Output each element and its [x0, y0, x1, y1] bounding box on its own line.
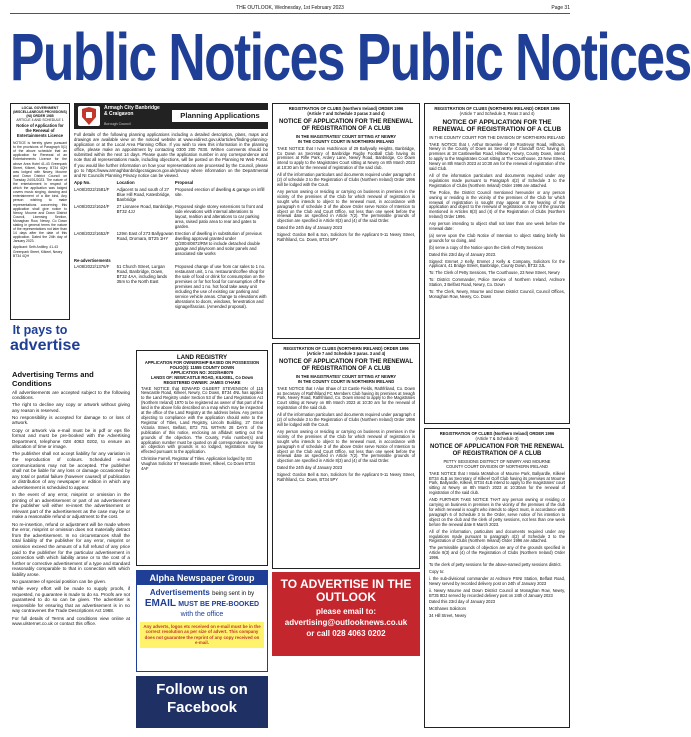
clubs2-body [277, 387, 415, 483]
table-row [74, 264, 268, 311]
planning-cell-prop: Proposed single storey extensions to front and side elevations with internal alterations to layout, realtion and alterations to car parking area, raised patio area to rear and gates to garden. [174, 203, 264, 229]
planning-cell-loc: 129m East of 273 Ballygowan Road, Dromara, BT25 1HY [116, 230, 174, 241]
paper-dateline: THE OUTLOOK, Wednesday, 1st February 2023 [236, 5, 344, 11]
alpha-advertisements: Advertisements [149, 588, 210, 597]
alpha-line-2 [137, 599, 267, 610]
alpha-bar: Alpha Newspaper Group [137, 571, 267, 585]
planning-cell-loc: Adjacent to and south of 27 Blue Hill Road, Katesbridge, Banbridge [116, 186, 171, 202]
club-paragraph: TAKE NOTICE that I, Arthur Brownlee of 59 Rostrevor Road, Hilltown, Newry in the County of Down as Secretary of Clonduff GAC having its premises at 18 Castlewellan Road, Hilltown, Newry, County Down, intend to apply to the Magistrates Court sitting at The Courthouse, 23 New Street, Newry on 8th March 2023 at 10:30 am for the renewal of registration of the said Club. [429, 141, 565, 172]
planning-cell-loc: 27 Lisnaree Road, Banbridge, BT32 4JJ [116, 203, 174, 214]
readvert-title: Re-advertisements [74, 257, 111, 263]
club-paragraph: AND FURTHER TAKE NOTICE THAT any person owning or residing or carrying on business in premises in the vicinity of the premises of the club for which renewal is sought who intends to object must, in accordance with paragraph 6 of Schedule 3 to the Order, serve notice of his intention to object on the club and the clerk of petty sessions, not less than one week before the renewal date 8 March 2023. [429, 497, 565, 527]
planning-cell-no: LA08/2022/1624/F [74, 203, 110, 209]
terms-paragraph: All advertisements are accepted subject to the following conditions. [12, 389, 130, 401]
planning-table [74, 180, 268, 258]
club-renewal-banbridge-rfc [272, 103, 420, 339]
club-paragraph: All of the information particulars and documents required under paragraph 4 (2) of schedule 3 to the Registration of Clubs (Northern Ireland) Order 1996 will be lodged with the Court. [277, 412, 415, 427]
planning-applications [74, 103, 268, 346]
planning-cell-no: LA08/2022/1652/F [74, 230, 110, 236]
ad-line-2: advertise [10, 337, 81, 354]
clubs3-sub: (Article 7 and Schedule 3, Paras 3 and 4) [459, 110, 535, 116]
club-paragraph: TAKE NOTICE that I Alan Shaw of 13 Castle Fields, Rathfriland, Co. Down as Secretary of Rathfriland FC Members Club having its premises at Iveagh Park, Newry Road, Rathfriland, Co. Down intend to apply to the Magistrates Court sitting at Newry on 8th March 2023 at 10:30 am for the renewal of registration of the said club. [277, 385, 415, 411]
club-paragraph: Signed: Gordon Bell & Son, Solicitors for the Applicant 9-11 Newry Street, Rathfriland, Co. Down, BT34 5PY [277, 232, 415, 243]
planning-cell-no: LA08/2022/1581/F [74, 186, 110, 192]
club-paragraph: Dated this 23rd day of January 2023. [429, 251, 497, 257]
toadv-line: please email to: [315, 607, 377, 616]
clubs3-heading: NOTICE OF APPLICATION FOR THE RENEWAL OF REGISTRATION OF A CLUB [432, 118, 562, 134]
terms-title: Advertising Terms and Conditions [12, 370, 94, 388]
terms-paragraph: While every effort will be made to supply proofs, if requested, no guarantee is made to do so. Proofs are not guaranteed to do so can be given. The advertiser is responsible for ensuring that an advertisement is in no way contravenes the Trade Descriptions Act 1968. [12, 586, 130, 614]
clubs2-county: IN THE COUNTY COURT IN NORTHERN IRELAND [297, 378, 395, 384]
to-advertise-box[interactable] [272, 572, 420, 656]
facebook-follow[interactable] [136, 676, 268, 728]
club-paragraph: ii. Newry Mourne and Down District Council at Monaghan Row, Newry, BT35 8DJ served by recorded delivery post on 24th of January 2023 [429, 587, 565, 598]
club-paragraph: Signed: Gordon Bell & Son, Solicitors for the Applicant 9-11 Newry Street, Rathfriland, Co. Down, BT34 5PY [277, 472, 415, 483]
toadv-phone: or call 028 4063 0202 [306, 629, 386, 638]
page-header [10, 4, 570, 14]
terms-paragraph: No responsibility is accepted for damage to or loss of artwork. [12, 414, 130, 426]
club-paragraph: To: The Clerk, Newry, Mourne and Down District Council, Council Offices, Monaghan Row, Newry, Co. Down [429, 289, 565, 299]
land-owner: REGISTERED OWNER: JAMES O'HARE [163, 379, 241, 385]
it-pays-ad [10, 322, 81, 368]
clubs1-sub: (Article 7 and Schedule 3 paras 3 and 4) [307, 110, 385, 116]
planning-column-header: Location [116, 179, 135, 185]
alpha-line-3: with the office [180, 611, 224, 618]
clubs1-title: REGISTRATION OF CLUBS (Northern Ireland) ORDER 1996 [288, 106, 404, 111]
club-paragraph: (b) serve a copy of the Notice upon the Clerk of Petty Sessions [429, 244, 543, 250]
club-paragraph: Signed: Emmet J Kelly, Emmet J Kelly & Company, Solicitors for the Applicant, 41 Bridge Street, Banbridge, County Down, BT32 3JL [429, 258, 565, 269]
alpha-prebooked: MUST BE PRE-BOOKED [178, 601, 260, 608]
club-paragraph: To: District Commander, Police Service of Northern Ireland, Ardmore Station, 3 Belfast Road, Newry, Co. Down [429, 277, 565, 288]
land-appno: APPLICATION NO: 2022/9AB079 [170, 369, 234, 375]
planning-heading: Planning Applications [172, 110, 268, 122]
alpha-sent-by: being sent in by [212, 591, 255, 597]
ad-line-1: It pays to [12, 323, 68, 337]
club-paragraph: The permissible grounds of objection are any of the grounds specified in Article 8(3) and (4) of the Registration of Clubs (Northern Ireland) Order 1996. [429, 545, 565, 561]
club-paragraph: Any person owning or residing or carrying on business in premises in the vicinity of the premises of the Club for which renewal of registration is sought who intends to object to the renewal must, in accordance with paragraph 6 of schedule 3 of the above Order serve Notice of Intention to object on the Club and Court Office, not less than one week before the renewal date as specified in Article 7(2). The permissible grounds of objection are specified in Article 8(3) and (4) of the said Order. [277, 188, 415, 224]
club-renewal-rathfriland-fc [272, 343, 420, 569]
land-lands: LANDS OF: NEWCASTLE ROAD, KILKEEL, Co Down [150, 374, 254, 380]
entertainments-licence-notice [10, 103, 70, 320]
planning-intro: Full details of the following planning applications including a detailed description, plans, maps and drawings are available view on the noticed website at www.eidirect.gov.uk/articles/finding-planning-application or at the Local Area Planning Office. If you wish to view this information in the planning office, please make an appointment by contacting 0300 200 7830. Written comments should be submitted within the next 14 days. Please quote the application number in any correspondence and note that all representations made, including objections, will be posted on the Planning NI Web Portal. If you would like further information on how your representations are processed by the Council, please go to https://www.armaghbanbridgecraigavon.gov.uk/privacy where information on the Departmental and NI Councils Planning Privacy notice can be viewed. [74, 132, 268, 178]
club-paragraph: To the clerk of petty sessions for the above-named petty sessions district. [429, 562, 562, 568]
terms-paragraph: For full details of Terms and conditions view online at www.ulsternet.co.uk or contact this office. [12, 615, 130, 627]
terms-paragraph: The publisher shall not accept liability for any variation in the reproduction of colours. Scheduled e-mail communications may not be accepted. The publisher shall not be liable for any loss or damage occasioned by any total or partial failure (however caused) of publication or distribution of any newspaper or edition in which any advertisement is scheduled to appear. [12, 451, 130, 490]
alpha-email: EMAIL [144, 598, 176, 609]
clubs3-body [429, 143, 565, 300]
alpha-warning: Any adverts, logos etc received on e-mail must be in the correct resolution as per size of advert. This company does not guarantee the reprint of any copy received on e-mail. [140, 622, 264, 648]
clubs1-court: IN THE MAGISTRATES' COURT SITTING AT NEWRY [295, 133, 397, 139]
clubs4-sub: (Article 7 & Schedule 3) [475, 435, 519, 441]
clubs2-sub: (Article 7 and Schedule 3 paras. 3 and 4) [306, 350, 386, 356]
council-sub: Borough Council [104, 122, 131, 126]
planning-cell-prop: Proposed change of use from car sales to 1 no. restaurant unit, 1 no. restaurant/coffee shop for the sale of food or drink for consumption on the premises or for hot food for consumption off the premises and 1 no. hot food take away unit including the use of existing car parking and service vehicle areas. Change to elevations with alterations to doors, windows, fenestration and signage/fascias. (Amended proposal). [174, 263, 267, 309]
notice-applicant: Applicant: Seth Ardilley, 41-43 Greenpark Street, Kilkeel, Newry BT34 4QH [13, 245, 63, 258]
clubs4-county: COUNTY COURT DIVISION OF NORTHERN IRELAND [446, 463, 548, 469]
club-paragraph: To: The Clerk of Petty Sessions, The Courthouse, 23 New Street, Newry [429, 270, 560, 276]
follow-line-2: Facebook [166, 699, 238, 716]
planning-column-header: App No. [74, 179, 91, 185]
club-paragraph: Dated this 23rd day of January 2023 [429, 599, 495, 605]
club-paragraph: McShanes Solicitors [429, 606, 467, 612]
club-paragraph: Any person owning or residing or carrying on business in premises in the vicinity of the premises of the Club for which renewal of registration is sought who intends to object to the renewal must, in accordance with paragraph 6 of schedule 3 of the above Order serve Notice of Intention to object on the Club and Court Office, not less than one week before the renewal date as specified in Article 7(2). The permissible grounds of objection are specified in Article 8(3) and (4) of the said Order. [277, 428, 415, 464]
page-number: Page 31 [551, 5, 570, 11]
notice-top-label: LOCAL GOVERNMENT (MISCELLANEOUS PROVISIONS) (NI) ORDER 1985 [13, 106, 67, 119]
follow-line-1: Follow us on [156, 681, 248, 698]
advertising-terms [10, 370, 132, 728]
planning-table-header [74, 180, 268, 187]
clubs2-title: REGISTRATION OF CLUBS (NORTHERN IRELAND) ORDER 1996 [283, 346, 409, 351]
table-row [74, 204, 268, 231]
clubs1-body [277, 147, 415, 243]
club-paragraph: Dated the 24th day of January 2023 [277, 225, 343, 231]
council-crest-icon [78, 106, 100, 126]
club-paragraph: Any person intending to object shall not later than one week before the renewal date: [429, 221, 565, 232]
land-folio: FOLIO(S): 11555 COUNTY DOWN [169, 364, 235, 370]
land-title: LAND REGISTRY [176, 354, 228, 361]
clubs1-county: IN THE COUNTY COURT IN NORTHERN IRELAND [297, 138, 395, 144]
toadv-title: TO ADVERTISE IN THE OUTLOOK [280, 577, 412, 604]
terms-paragraph: Copy or artwork via e-mail must be in pdf or eps file format and must be pre-booked with the Advertising Department, telephone 028 4063 0202, to ensure an allocation of time or image. [12, 427, 130, 450]
club-paragraph: TAKE NOTICE that I Ivan Hutchinson of 29 Ballyvally Heights, Banbridge, Co Down as Secretary of Banbridge Rugby Football Club having its premises at Rifle Park, Ardery Lane, Newry Road, Banbridge, Co Down intend to apply to the Magistrates Court sitting at Newry on 8th March 2023 at 10:30 am for the renewal of registration of the said club. [277, 145, 415, 171]
readvert-table [74, 264, 268, 311]
clubs3-title: REGISTRATION OF CLUBS (NORTHERN IRELAND) ORDER 1996 [434, 106, 560, 111]
clubs4-court: PETTY SESSIONS DISTRICT OF NEWRY AND MOURNE [443, 458, 551, 464]
club-paragraph: Dated the 24th day of January 2023 [277, 465, 343, 471]
planning-column-header: Proposal [174, 179, 194, 185]
notice-heading: Notice of Application for the Renewal of Entertainments Licence [16, 123, 64, 139]
club-paragraph: The Police, the District Council mentioned hereunder or any person owning or residing in the vicinity of the premises of the Club for which renewal of registration is sought may appear at the hearing of the application and object to the renewal of registration on any of the grounds mentioned in Articles 8(3) and (4) of the Registration of Clubs (Northern Ireland) Order 1996. [429, 189, 565, 220]
land-registry-notice [136, 350, 268, 566]
terms-list [12, 390, 130, 627]
club-renewal-clonduff-gac [424, 103, 570, 424]
land-sign: Christine Farrell, Registrar of Titles. Application lodged by SG Vaughan Solicitor 57 Newcastle Street, Kilkeel, Co Down BT34 4AF [141, 456, 255, 472]
club-renewal-kilkeel-golf [424, 428, 570, 728]
club-paragraph: 34 Hill Street, Newry [429, 613, 467, 619]
notice-body: NOTICE is hereby given pursuant to the provisions of Paragraph 5(1) of the above schedule that an application for Renewal of an Entertainments Licence for the above Area Hotel 41-43 Greenpark Street, Kilkeel, Newry, BT34 4QH was lodged with Newry, Mourne and Down District Council on Tuesday 24/01/2023. The nature of the entertainment in respect of which the application was lodged covers music singing, dancing and entertainment of a like kind. Any person wishing to make representations concerning this application shall give notice to Newry, Mourne and Down District Council, Licensing Section, Monaghan Row, Newry, Co Down stating in general terms the nature of the representations not later than 14 days after the date of this application. Dated the 24th day of January 2023. [13, 141, 67, 244]
planning-cell-prop: Proposed erection of dwelling & garage on infill site. [174, 186, 265, 197]
council-name: Armagh City Banbridge & Craigavon [104, 105, 160, 117]
club-paragraph: (a) serve upon the Club Notice of Intention to object stating briefly his grounds for so doing, and [429, 232, 565, 243]
terms-paragraph: No guarantee of special position can be given. [12, 579, 107, 584]
land-body: TAKE NOTICE that EDWARD GILBERT STEVENSON of 115 Newcastle Road, Kilkeel, Newry, Co Down, BT34 4NL has applied to the Land Registry under Section 53 of the Land Registration Act (Northern Ireland) 1970 to be registered as owner of that part of the land in the above folio described on a map which may be inspected at the office of the Land Registry at the address below. Any person objecting to compliance with the application should write to the Registrar of Titles, Land Registry, Lincoln Building, 27 Great Victoria Street, Belfast, BT2 7SL WITHIN 28 DAYS of the publication of this notice, enclosing an affidavit setting out the grounds of the objection. The County, Folio number(s) and application number must be quoted on all correspondence. Unless an objection with grounds is so lodged, registration may be effected pursuant to the application. [141, 385, 263, 455]
club-paragraph: TAKE NOTICE that I Maria McMahon of Mourne Park, Ballyardle, Kilkeel BT34 4LB as Secretary of Kilkeel Golf Club having its premises at Mourne Park, Ballyardle, Kilkeel, BT34 4LB intend to apply to the magistrates' court sitting at Newry on 8th March 2023 at 10:30am for the renewal of registration of the said club. [429, 470, 565, 496]
section-banner [10, 16, 691, 100]
table-row [74, 187, 268, 204]
toadv-email[interactable]: advertising@outlooknews.co.uk [284, 618, 408, 627]
club-paragraph: All of the information particulars and documents required under paragraph 4 (2) of schedule 3 to the Registration of Clubs (Northern Ireland) Order 1996 will be lodged with the Court. [277, 172, 415, 187]
land-subtitle: APPLICATION FOR OWNERSHIP BASED ON POSSESSION [144, 360, 260, 365]
planning-cell-loc: 51 Church Street, Lurgan Road, Banbridge, Down, BT32 4AA, including lands 35m to the North East [116, 263, 168, 284]
clubs3-court: IN THE COUNTY COURT FOR THE DIVISION OF NORTHERN IRELAND [429, 134, 565, 140]
terms-paragraph: No re-insertion, refund or adjustment will be made where the error, misprint or omission does not materially detract from the advertisement. In no circumstances shall the total liability of the publisher for any error, misprint or omission exceed the amount of a full refund of any price paid to the publisher for the particular advertisement in connection with which liability arose or to the cost of a further or corrective advertisement of a type and standard reasonably comparable to that in connection with which liability arose. [12, 521, 130, 577]
planning-cell-no: LA08/2022/1376/F [74, 263, 110, 269]
club-paragraph: All of the information particulars and documents required under any regulations made pursuant to Paragraph 4(2) of Schedule 3 to the Registration of Clubs (Northern Ireland) Order 1996 are attached. [429, 172, 565, 188]
clubs2-heading: NOTICE OF APPLICATION FOR THE RENEWAL OF REGISTRATION OF A CLUB [279, 358, 413, 372]
table-row [74, 231, 268, 258]
notice-article: ARTICLE 4 AND SCHEDULE 1 [16, 118, 64, 123]
terms-paragraph: The right to decline any copy or artwork without giving any reason is reserved. [12, 402, 130, 413]
planning-cell-prop: Erection of dwelling in substitution of previous dwelling approval granted under Q/2004/0872/RM to include detached double garage and playroom and solar panels and associated site works [174, 230, 262, 256]
alpha-email-notice [136, 570, 268, 672]
club-paragraph: Copy to: [429, 568, 445, 574]
clubs4-heading: NOTICE OF APPLICATION FOR THE RENEWAL OF REGISTRATION OF A CLUB [430, 443, 564, 457]
banner-title: Public Notices Public Notices [10, 20, 691, 95]
clubs2-court: IN THE MAGISTRATES' COURT SITTING AT NEWRY [295, 373, 397, 379]
planning-banner [74, 103, 268, 129]
clubs1-heading: NOTICE OF APPLICATION FOR THE RENEWAL OF REGISTRATION OF A CLUB [279, 118, 413, 132]
club-paragraph: i. the sub-divisional commander at Ardmore PSNI Station, Belfast Road, Newry served by recorded delivery post on 24th of January 2023 [429, 575, 565, 586]
clubs4-title: REGISTRATION OF CLUBS (Northern Ireland) ORDER 1996 [439, 431, 555, 436]
clubs4-body [429, 472, 565, 620]
club-paragraph: All of the information, particulars and documents required under any regulations made pursuant to paragraph 4(2) of Schedule 3 to the Registration of Clubs (Northern Ireland) Order 1996 are attached. [429, 528, 565, 544]
terms-paragraph: In the event of any error, misprint or omission in the printing of an advertisement or part of an advertisement the publisher will either re-insert the advertisement or relevant part of the advertisement as the case may be or make a reasonable refund or adjustment to the cost. [12, 492, 130, 520]
